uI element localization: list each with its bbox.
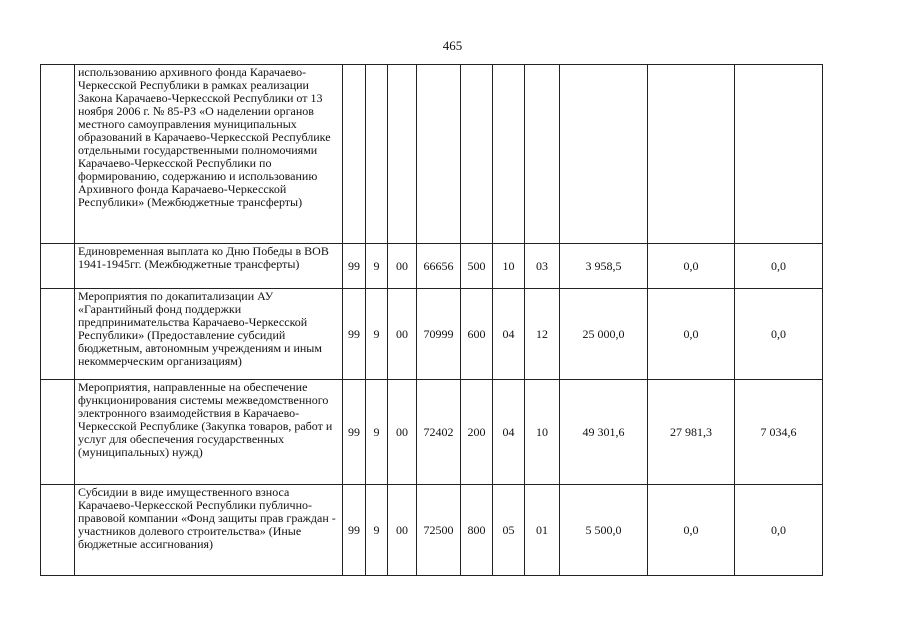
code-cell: 12 <box>525 289 560 380</box>
code-cell: 04 <box>493 380 525 485</box>
amount-cell: 25 000,0 <box>560 289 648 380</box>
item-name-cell: Мероприятия по докапитализации АУ «Гарантийный фонд поддержки предпринимательства Карачаево-Черкесской Республики» (Предоставление субсидий бюджетным, автономным учреждениям и иным некоммерческим организациям) <box>75 289 343 380</box>
code-cell: 800 <box>461 485 493 576</box>
code-cell: 10 <box>493 244 525 289</box>
code-cell: 03 <box>525 244 560 289</box>
code-cell: 500 <box>461 244 493 289</box>
amount-cell <box>648 65 735 244</box>
code-cell: 04 <box>493 289 525 380</box>
table-row <box>41 244 823 289</box>
code-cell: 99 <box>343 485 366 576</box>
code-cell: 10 <box>525 380 560 485</box>
amount-cell: 0,0 <box>735 244 823 289</box>
amount-cell: 49 301,6 <box>560 380 648 485</box>
code-cell <box>461 65 493 244</box>
code-cell <box>417 65 461 244</box>
number-cell <box>41 289 75 380</box>
code-cell: 01 <box>525 485 560 576</box>
code-cell <box>388 65 417 244</box>
item-name-cell: Субсидии в виде имущественного взноса Карачаево-Черкесской Республики публично-правовой компании «Фонд защиты прав граждан - участников долевого строительства» (Иные бюджетные ассигнования) <box>75 485 343 576</box>
code-cell <box>343 65 366 244</box>
code-cell: 200 <box>461 380 493 485</box>
amount-cell: 5 500,0 <box>560 485 648 576</box>
table-row <box>41 289 823 380</box>
code-cell: 72402 <box>417 380 461 485</box>
code-cell: 99 <box>343 289 366 380</box>
number-cell <box>41 65 75 244</box>
item-name-cell: Единовременная выплата ко Дню Победы в ВОВ 1941-1945гг. (Межбюджетные трансферты) <box>75 244 343 289</box>
code-cell: 00 <box>388 380 417 485</box>
budget-table <box>40 64 823 576</box>
amount-cell <box>560 65 648 244</box>
code-cell: 05 <box>493 485 525 576</box>
code-cell: 9 <box>366 244 388 289</box>
number-cell <box>41 244 75 289</box>
amount-cell: 0,0 <box>648 289 735 380</box>
code-cell <box>366 65 388 244</box>
code-cell: 600 <box>461 289 493 380</box>
item-name-cell: Мероприятия, направленные на обеспечение функционирования системы межведомственного электронного взаимодействия в Карачаево-Черкесской Республике (Закупка товаров, работ и услуг для обеспечения государственных (муниципальных) нужд) <box>75 380 343 485</box>
table-row <box>41 380 823 485</box>
code-cell: 99 <box>343 244 366 289</box>
code-cell <box>525 65 560 244</box>
page-number: 465 <box>442 38 463 53</box>
amount-cell <box>735 65 823 244</box>
code-cell: 9 <box>366 485 388 576</box>
code-cell: 99 <box>343 380 366 485</box>
table-row <box>41 485 823 576</box>
amount-cell: 27 981,3 <box>648 380 735 485</box>
code-cell: 70999 <box>417 289 461 380</box>
table-row <box>41 65 823 244</box>
code-cell <box>493 65 525 244</box>
code-cell: 00 <box>388 244 417 289</box>
amount-cell: 0,0 <box>648 485 735 576</box>
amount-cell: 0,0 <box>735 485 823 576</box>
code-cell: 00 <box>388 289 417 380</box>
code-cell: 9 <box>366 289 388 380</box>
amount-cell: 3 958,5 <box>560 244 648 289</box>
amount-cell: 0,0 <box>648 244 735 289</box>
amount-cell: 7 034,6 <box>735 380 823 485</box>
number-cell <box>41 380 75 485</box>
code-cell: 72500 <box>417 485 461 576</box>
item-name-cell: использованию архивного фонда Карачаево-Черкесской Республики в рамках реализации Закона Карачаево-Черкесской Республики от 13 ноября 2006 г. № 85-РЗ «О наделении органов местного самоуправления муниципальных образований в Карачаево-Черкесской Республике отдельными государственными полномочиями Карачаево-Черкесской Республики по формированию, содержанию и использованию Архивного фонда Карачаево-Черкесской Республики» (Межбюджетные трансферты) <box>75 65 343 244</box>
amount-cell: 0,0 <box>735 289 823 380</box>
code-cell: 9 <box>366 380 388 485</box>
number-cell <box>41 485 75 576</box>
code-cell: 00 <box>388 485 417 576</box>
code-cell: 66656 <box>417 244 461 289</box>
